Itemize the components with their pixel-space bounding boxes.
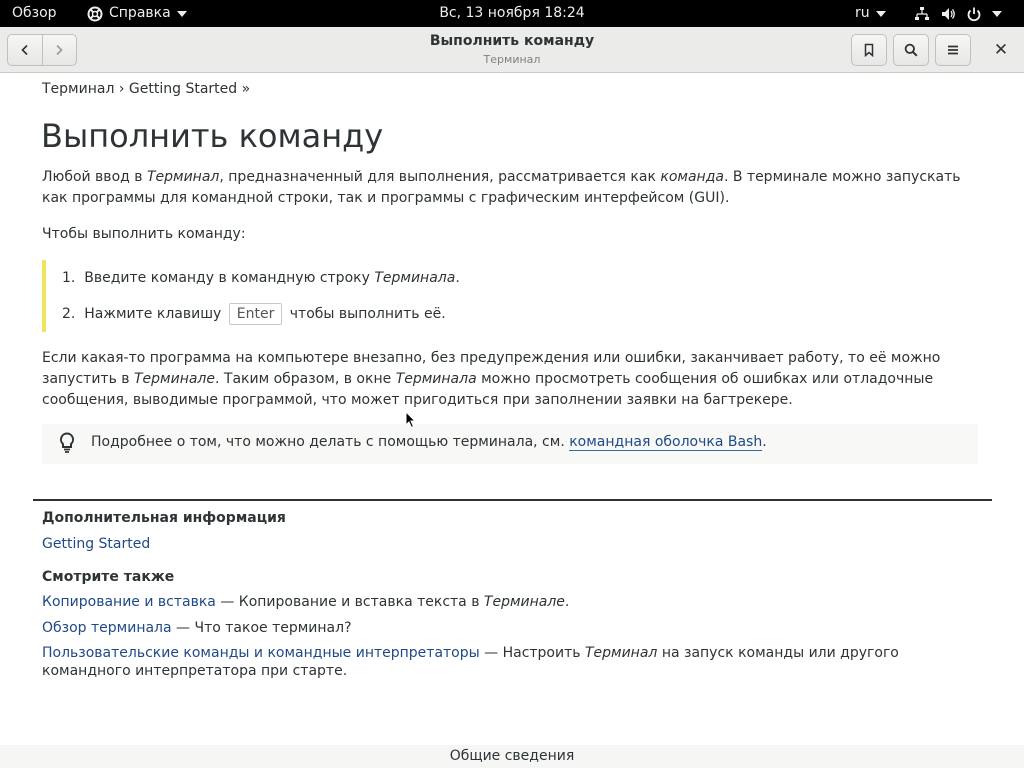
- bookmark-icon: [862, 43, 876, 57]
- clock[interactable]: Вс, 13 ноября 18:24: [439, 5, 585, 21]
- divider: [33, 499, 992, 501]
- see-also-item: Пользовательские команды и командные интерпретаторы — Настроить Терминал на запуск команды или другого командного интерпретатора при старте.: [42, 645, 899, 679]
- lifebuoy-icon: [87, 6, 103, 22]
- to-run-paragraph: Чтобы выполнить команду:: [42, 226, 246, 242]
- chevron-down-icon: [992, 11, 1002, 17]
- system-menu[interactable]: [914, 0, 1002, 27]
- crash-paragraph: Если какая-то программа на компьютере внезапно, без предупреждения или ошибки, заканчивает работу, то её можно запустить в Терминале. Таким образом, в окне Терминала можно просмотреть сообщения об ошибках или отладочные сообщения, выводимые программой, что может пригодиться при заполнении заявки на багтрекере.: [42, 350, 941, 408]
- intro-paragraph: Любой ввод в Терминал, предназначенный для выполнения, рассматривается как команда. В терминале можно запускать как программы для командной строки, так и программы с графическим интерфейсом (GUI).: [42, 169, 961, 206]
- tip-note: [42, 424, 978, 464]
- bash-shell-link[interactable]: командная оболочка Bash: [569, 434, 763, 450]
- mouse-pointer-icon: [405, 411, 417, 429]
- list-item: 2. Нажмите клавишу Enter чтобы выполнить её.: [62, 303, 446, 325]
- more-info-getting-started-link[interactable]: Getting Started: [42, 536, 151, 552]
- help-page: [0, 73, 1024, 768]
- lightbulb-icon: [58, 432, 76, 454]
- enter-key: Enter: [229, 303, 283, 325]
- see-also-heading: Смотрите также: [42, 569, 175, 585]
- keyboard-layout-indicator[interactable]: [855, 0, 886, 27]
- footer-link[interactable]: Общие сведения: [0, 745, 1024, 768]
- steps-list: [42, 260, 642, 332]
- header-bar: [0, 27, 1024, 73]
- tip-text: Подробнее о том, что можно делать с помощью терминала, см. командная оболочка Bash.: [91, 434, 767, 450]
- breadcrumb: [42, 81, 250, 97]
- window-subtitle: Терминал: [483, 53, 541, 66]
- see-also-item: Обзор терминала — Что такое терминал?: [42, 620, 352, 636]
- breadcrumb-getting-started-link[interactable]: Getting Started: [128, 81, 238, 97]
- close-button[interactable]: ✕: [993, 40, 1009, 60]
- breadcrumb-end: »: [237, 81, 251, 97]
- volume-icon: [940, 6, 956, 22]
- app-name: Справка: [109, 5, 171, 21]
- search-button[interactable]: [893, 34, 929, 66]
- page-title: Выполнить команду: [41, 117, 384, 155]
- window-title: Выполнить команду: [429, 33, 595, 49]
- list-item: 1. Введите команду в командную строку Терминала.: [62, 270, 460, 286]
- network-icon: [914, 6, 930, 22]
- see-also-item: Копирование и вставка — Копирование и вставка текста в Терминале.: [42, 594, 570, 610]
- more-info-heading: Дополнительная информация: [42, 510, 286, 526]
- custom-commands-link[interactable]: Пользовательские команды и командные интерпретаторы: [42, 645, 480, 661]
- power-icon: [966, 6, 982, 22]
- top-bar: [0, 0, 1024, 27]
- bookmark-button[interactable]: [851, 34, 887, 66]
- breadcrumb-terminal-link[interactable]: Терминал: [42, 81, 115, 97]
- chevron-down-icon: [876, 11, 886, 17]
- activities-button[interactable]: Обзор: [12, 5, 57, 21]
- hamburger-menu-icon: [946, 43, 960, 57]
- chevron-down-icon: [177, 11, 187, 17]
- terminal-overview-link[interactable]: Обзор терминала: [42, 620, 172, 636]
- menu-button[interactable]: [935, 34, 971, 66]
- copy-paste-link[interactable]: Копирование и вставка: [42, 594, 216, 610]
- app-menu[interactable]: [87, 0, 187, 27]
- search-icon: [904, 43, 918, 57]
- breadcrumb-separator: ›: [114, 81, 129, 97]
- lang-label: ru: [855, 5, 870, 21]
